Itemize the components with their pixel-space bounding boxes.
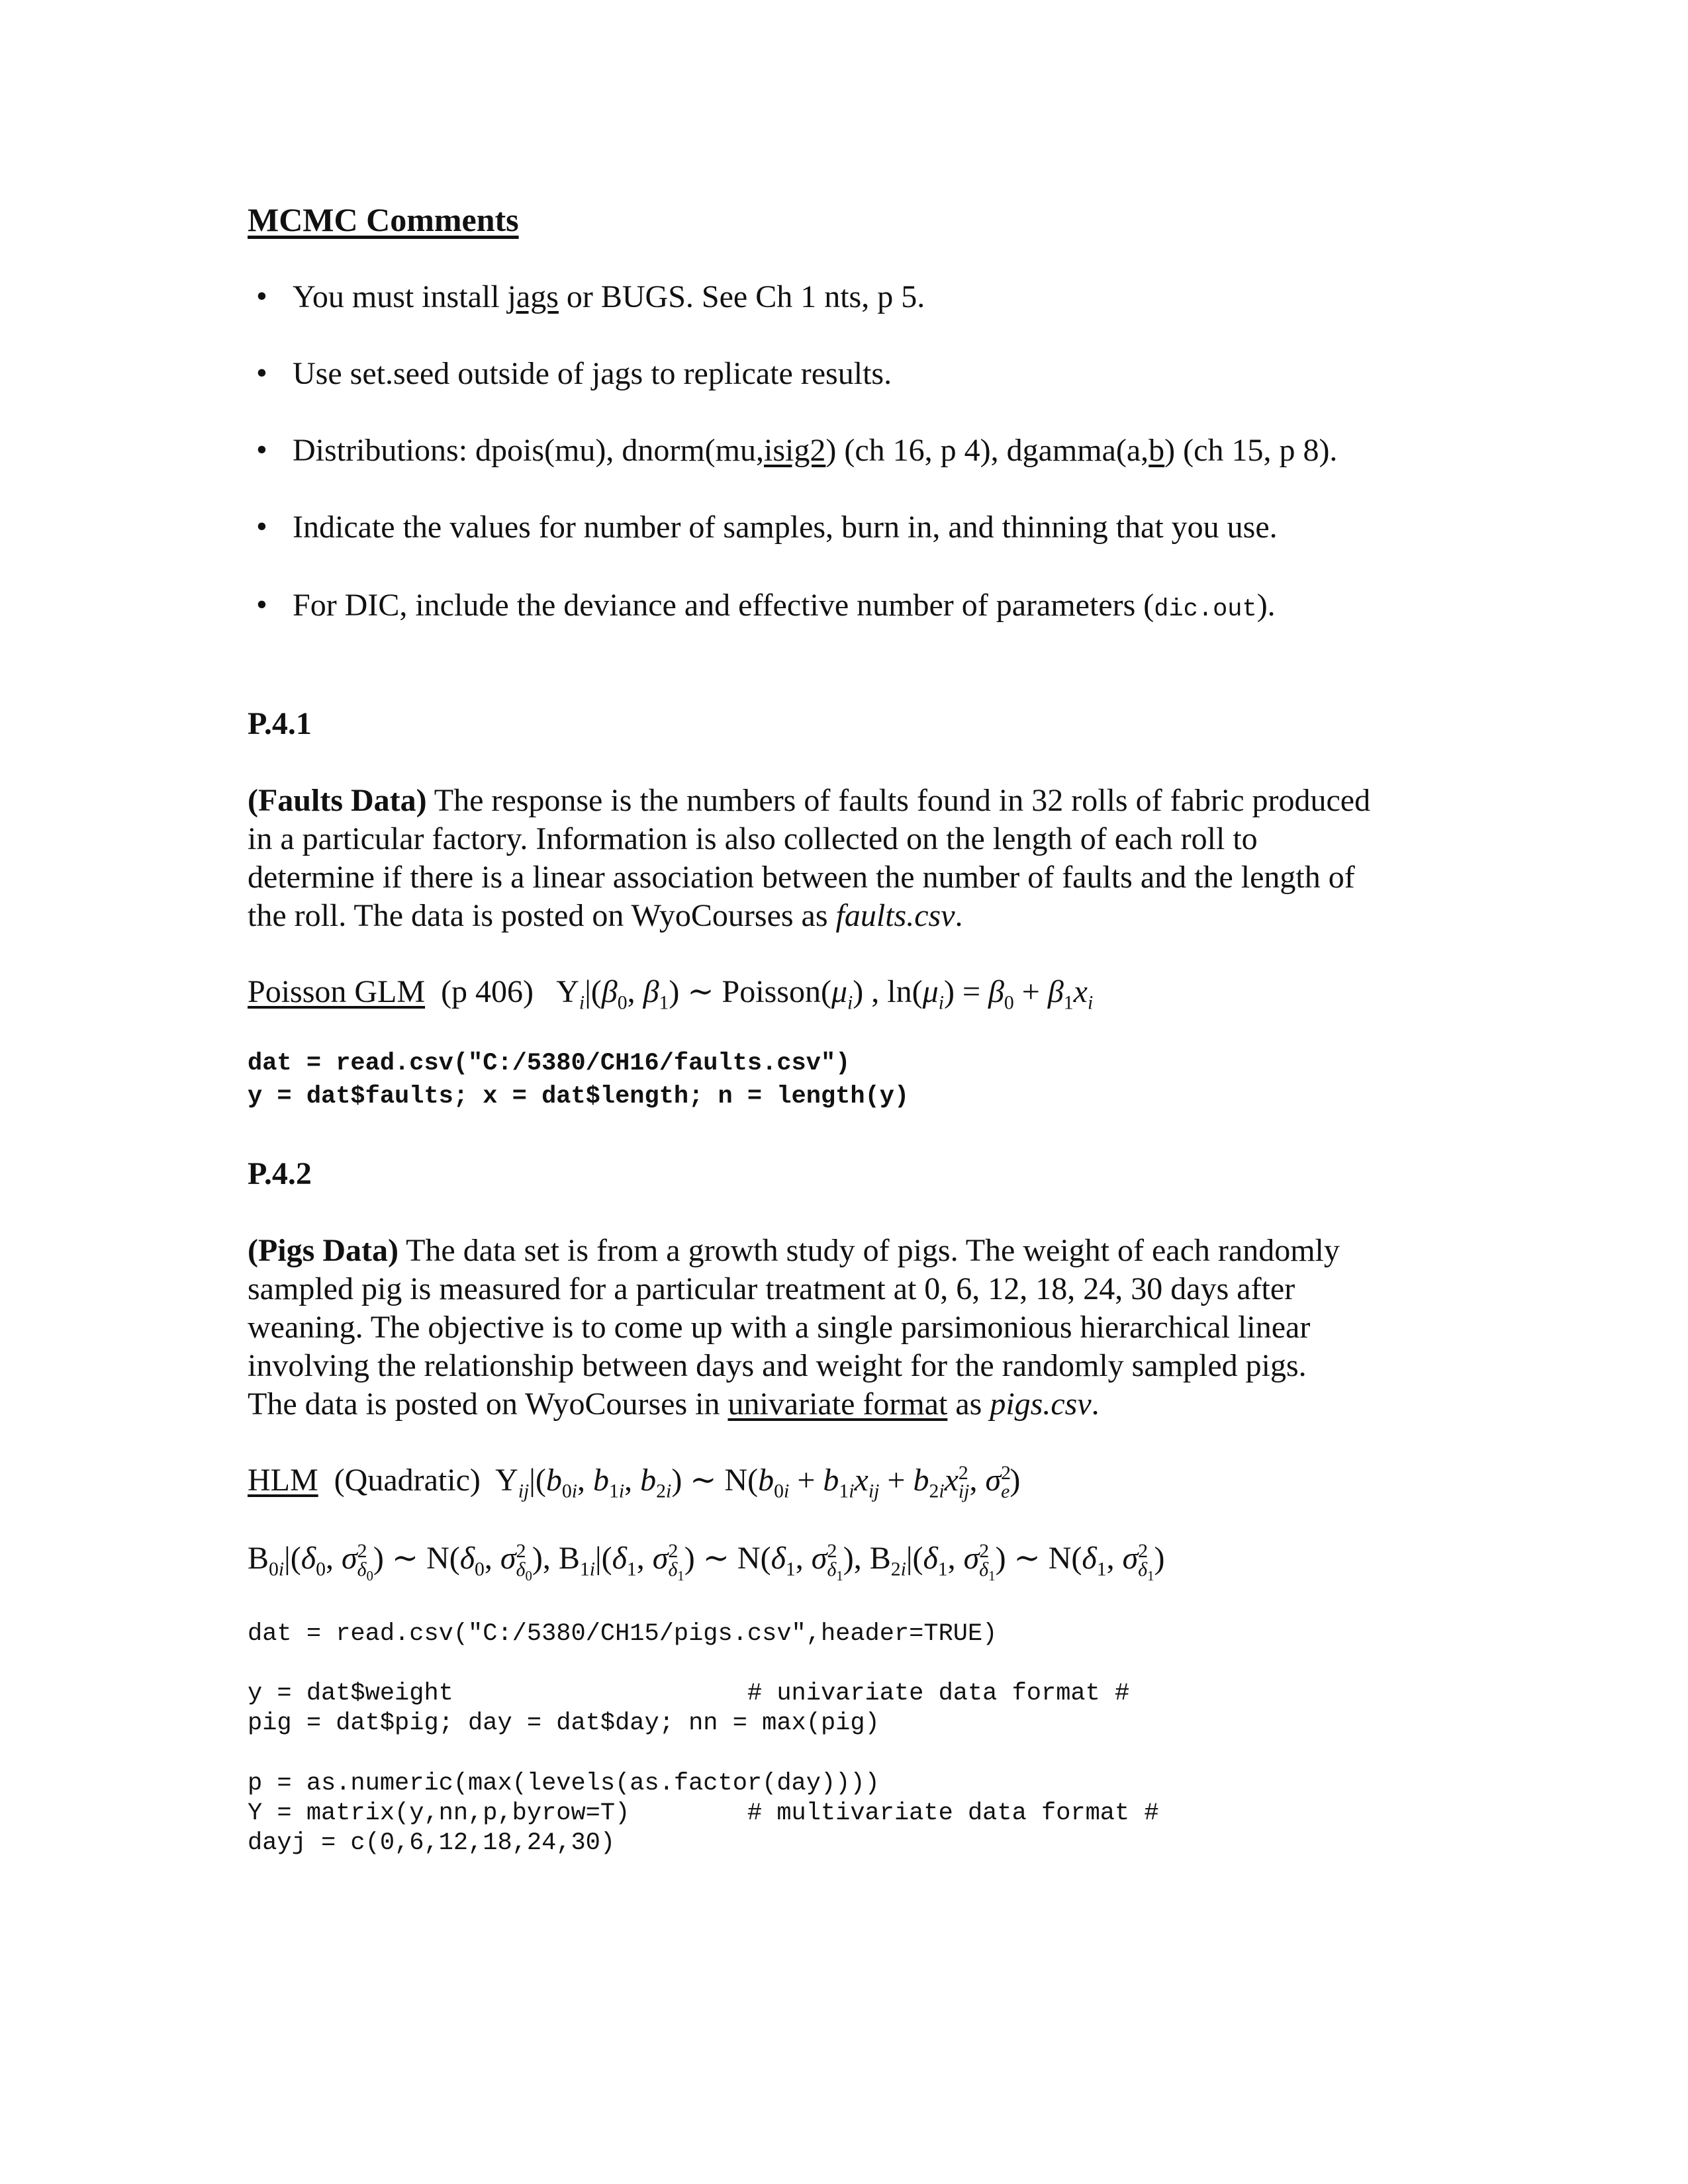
bullet-seed: Use set.seed outside of jags to replicate results. xyxy=(293,356,892,391)
hlm-model-line2: $B_{0i}|(\delta_0$, $\sigma^2_{\delta_0}$) ∼ $N(\delta_0$, $\sigma^2_{\delta_0}$), $B_{1i}|(\delta_1$, $\sigma^2_{\delta_1}$) ∼ $N(\delta_1$, $\sigma^2_{\delta_1}$), $B_{2i}|(\delta_1$, $\sigma^2_{\delta_1}$) ∼ $N(\delta_1$, $\sigma^2_{\delta_1}$) xyxy=(248,1540,1165,1584)
p41-paragraph-line3: determine if there is a linear association between the number of faults and the length of xyxy=(248,860,1355,895)
bullet-dic: For DIC, include the deviance and effective number of parameters (dic.out). xyxy=(293,588,1276,623)
p41-paragraph-line2: in a particular factory. Information is also collected on the length of each roll to xyxy=(248,821,1258,856)
bullet-dot: • xyxy=(256,279,267,314)
p41-paragraph-line1: (Faults Data) The response is the numbers of faults found in 32 rolls of fabric produced xyxy=(248,783,1371,818)
code-line: dat = read.csv("C:/5380/CH15/pigs.csv",header=TRUE) xyxy=(248,1620,998,1648)
poisson-glm-model: Poisson GLM (p 406) $Y_i|(\beta_0$, $\beta_1$) ∼ $Poisson(\mu_i)$ , $\ln(\mu_i) = \beta_0 + \beta_1x_i$ xyxy=(248,974,1094,1014)
p42-paragraph-line2: sampled pig is measured for a particular treatment at 0, 6, 12, 18, 24, 30 days after xyxy=(248,1271,1295,1306)
page-title: MCMC Comments xyxy=(248,201,519,238)
p42-paragraph-line5: The data is posted on WyoCourses in univariate format as pigs.csv. xyxy=(248,1387,1100,1422)
code-line: y = dat$faults; x = dat$length; n = length(y) xyxy=(248,1083,910,1111)
bullet-distributions: Distributions: dpois(mu), dnorm(mu,isig2) (ch 16, p 4), dgamma(a,b) (ch 15, p 8). xyxy=(293,433,1338,468)
bullet-dot: • xyxy=(256,355,267,390)
code-line: pig = dat$pig; day = dat$day; nn = max(pig) xyxy=(248,1709,880,1737)
bullet-dot: • xyxy=(256,509,267,544)
bullet-dot: • xyxy=(256,587,267,622)
section-label-p41: P.4.1 xyxy=(248,706,312,741)
bullet-dot: • xyxy=(256,432,267,467)
p41-paragraph-line4: the roll. The data is posted on WyoCourses as faults.csv. xyxy=(248,898,963,933)
p42-paragraph-line3: weaning. The objective is to come up with a single parsimonious hierarchical linear xyxy=(248,1310,1311,1345)
p42-paragraph-line1: (Pigs Data) The data set is from a growth study of pigs. The weight of each randomly xyxy=(248,1233,1340,1268)
code-line: dat = read.csv("C:/5380/CH16/faults.csv") xyxy=(248,1050,851,1077)
code-line: dayj = c(0,6,12,18,24,30) xyxy=(248,1829,616,1857)
section-label-p42: P.4.2 xyxy=(248,1156,312,1191)
bullet-samples: Indicate the values for number of samples, burn in, and thinning that you use. xyxy=(293,510,1278,545)
code-line: y = dat$weight # univariate data format # xyxy=(248,1680,1130,1707)
code-line: p = as.numeric(max(levels(as.factor(day)))) xyxy=(248,1770,880,1797)
p42-paragraph-line4: involving the relationship between days and weight for the randomly sampled pigs. xyxy=(248,1348,1307,1383)
jags-link[interactable]: jags xyxy=(507,279,559,314)
code-line: Y = matrix(y,nn,p,byrow=T) # multivariate data format # xyxy=(248,1799,1159,1827)
hlm-model-line1: HLM (Quadratic) $Y_{ij}|(b_{0i}$, $b_{1i}$, $b_{2i}$) ∼ $N(b_{0i} + b_{1i}x_{ij} + b_{2i}x^2_{ij}$, $\sigma^2_e$) xyxy=(248,1462,1021,1502)
bullet-install: You must install jags or BUGS. See Ch 1 nts, p 5. xyxy=(293,279,925,314)
